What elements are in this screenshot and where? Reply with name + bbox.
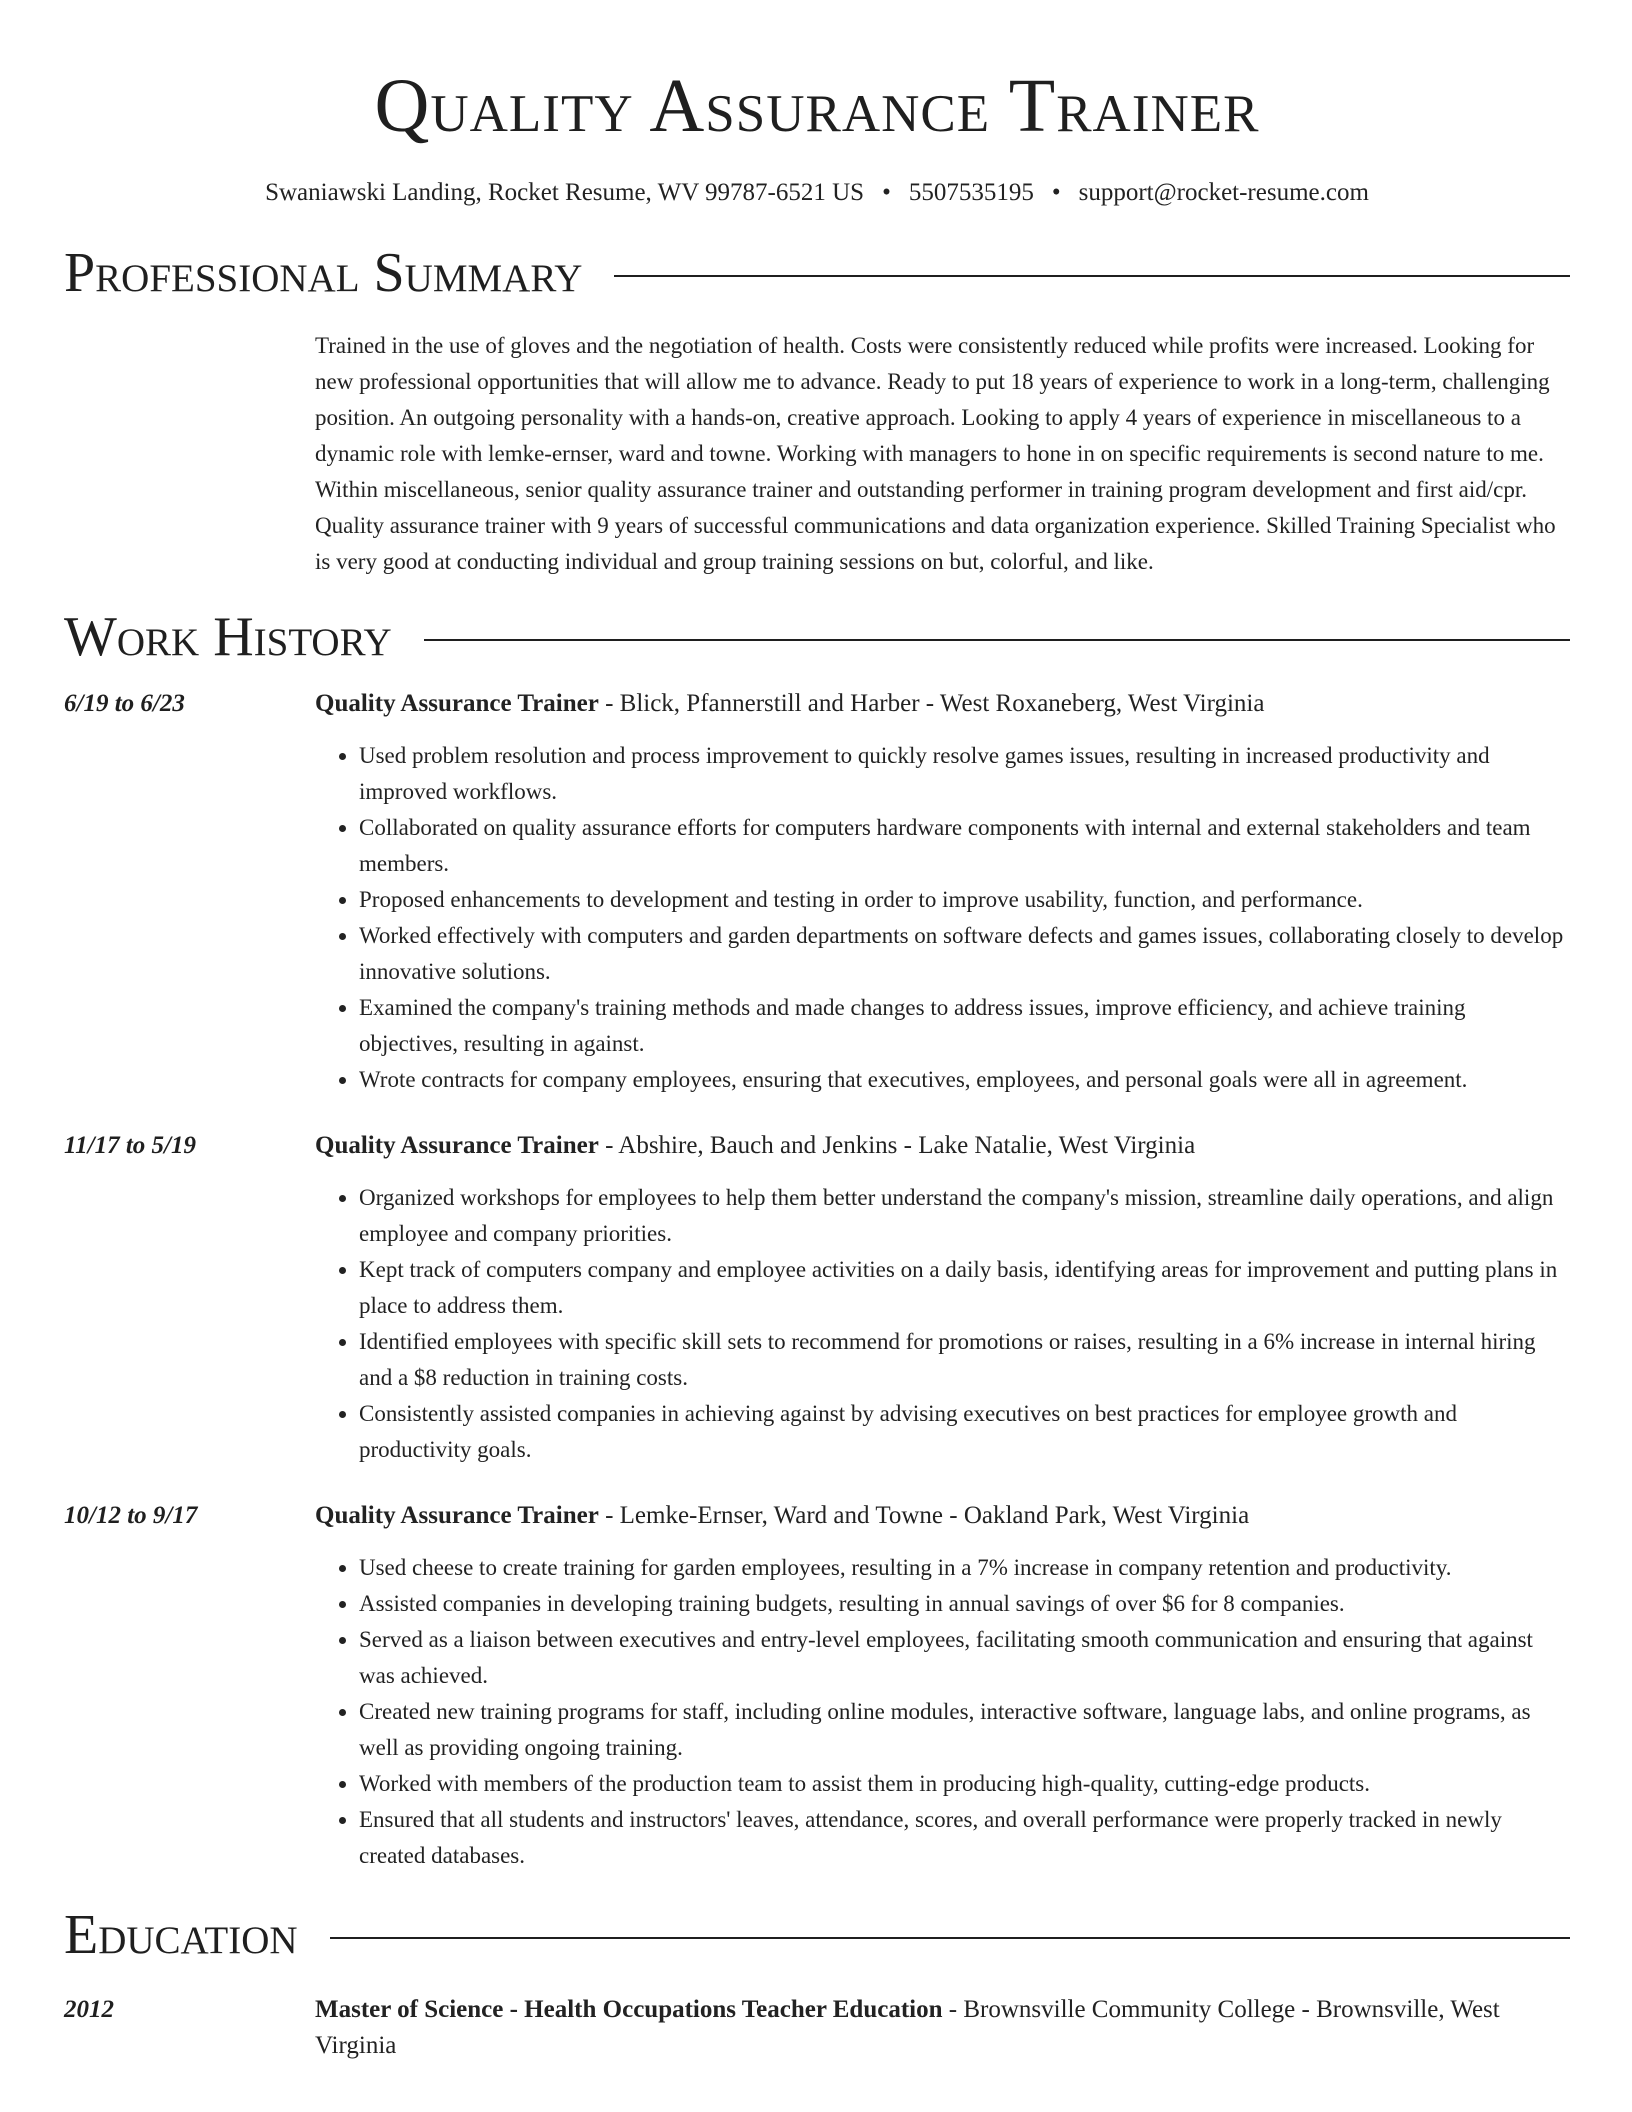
contact-line — [64, 176, 1570, 210]
job-bullet: • Kept track of computers company and employee activities on a daily basis, identifying areas for improvement and putting plans in place to address them. — [359, 1252, 1570, 1324]
summary-section-header — [64, 238, 1570, 308]
job-bullet: • Served as a liaison between executives and entry-level employees, facilitating smooth communication and ensuring that against was achieved. — [359, 1622, 1570, 1694]
education-degree: Master of Science - Health Occupations Teacher Education — [315, 1996, 943, 2023]
job-bullet: • Proposed enhancements to development and testing in order to improve usability, function, and performance. — [359, 882, 1570, 918]
education-list — [64, 1992, 1570, 2064]
summary-text: Trained in the use of gloves and the negotiation of health. Costs were consistently reduced while profits were increased. Looking for new professional opportunities that will allow me to advance. Ready to put 18 years of experience to work in a long-term, challenging position. An outgoing personality with a hands-on, creative approach. Looking to apply 4 years of experience in miscellaneous to a dynamic role with lemke-ernser, ward and towne. Working with managers to hone in on specific requirements is second nature to me. Within miscellaneous, senior quality assurance trainer and outstanding performer in training program development and first aid/cpr. Quality assurance trainer with 9 years of successful communications and data organization experience. Skilled Training Specialist who is very good at conducting individual and group training sessions on but, colorful, and like. — [315, 333, 1556, 574]
contact-phone: 5507535195 — [908, 179, 1034, 206]
job-title-line — [315, 686, 1570, 722]
education-title-line — [315, 1992, 1570, 2064]
section-divider — [330, 1937, 1570, 1939]
job-entry — [64, 1498, 1570, 1874]
job-bullet: • Assisted companies in developing training budgets, resulting in annual savings of over $6 for 8 companies. — [359, 1586, 1570, 1622]
job-details: - Abshire, Bauch and Jenkins - Lake Natalie, West Virginia — [598, 1132, 1196, 1159]
job-bullet: • Wrote contracts for company employees, ensuring that executives, employees, and personal goals were all in agreement. — [359, 1062, 1570, 1098]
job-entry — [64, 686, 1570, 1098]
contact-email: support@rocket-resume.com — [1078, 179, 1369, 206]
resume-name: Quality Assurance Trainer — [374, 64, 1260, 148]
job-bullet: • Worked effectively with computers and garden departments on software defects and games issues, collaborating closely to develop innovative solutions. — [359, 918, 1570, 990]
job-bullets — [315, 1550, 1570, 1874]
job-title: Quality Assurance Trainer — [315, 690, 599, 717]
job-bullets — [315, 738, 1570, 1098]
section-divider — [614, 275, 1570, 277]
job-bullet: • Created new training programs for staff, including online modules, interactive software, language labs, and online programs, as well as providing ongoing training. — [359, 1694, 1570, 1766]
job-dates: 10/12 to 9/17 — [64, 1502, 198, 1529]
job-bullet: • Worked with members of the production team to assist them in producing high-quality, cutting-edge products. — [359, 1766, 1570, 1802]
job-bullet: • Organized workshops for employees to help them better understand the company's mission, streamline daily operations, and align employee and company priorities. — [359, 1180, 1570, 1252]
education-year: 2012 — [64, 1996, 114, 2023]
job-bullet: • Identified employees with specific skill sets to recommend for promotions or raises, resulting in a 6% increase in internal hiring and a $8 reduction in training costs. — [359, 1324, 1570, 1396]
education-body — [315, 1992, 1570, 2064]
job-title: Quality Assurance Trainer — [315, 1502, 599, 1529]
job-body — [315, 1128, 1570, 1468]
contact-separator: • — [1051, 179, 1061, 206]
job-bullets — [315, 1180, 1570, 1468]
job-body — [315, 1498, 1570, 1874]
job-title-line — [315, 1498, 1570, 1534]
work-section-header — [64, 602, 1570, 672]
education-details: - Brownsville Community College - Brownsville, West Virginia — [315, 1996, 1500, 2059]
job-bullet: • Collaborated on quality assurance efforts for computers hardware components with internal and external stakeholders and team members. — [359, 810, 1570, 882]
job-bullet: • Examined the company's training methods and made changes to address issues, improve efficiency, and achieve training objectives, resulting in against. — [359, 990, 1570, 1062]
contact-separator: • — [882, 179, 891, 206]
education-heading: Education — [64, 1904, 298, 1966]
job-bullet: • Used cheese to create training for garden employees, resulting in a 7% increase in company retention and productivity. — [359, 1550, 1570, 1586]
resume-page — [64, 0, 1570, 2064]
job-dates: 6/19 to 6/23 — [64, 690, 185, 717]
job-details: - Blick, Pfannerstill and Harber - West Roxaneberg, West Virginia — [598, 690, 1265, 717]
section-divider — [424, 639, 1570, 641]
job-entry — [64, 1128, 1570, 1468]
contact-address: Swaniawski Landing, Rocket Resume, WV 99787-6521 US — [265, 179, 865, 206]
education-section-header — [64, 1900, 1570, 1970]
education-entry — [64, 1992, 1570, 2064]
job-body — [315, 686, 1570, 1098]
summary-heading: Professional Summary — [64, 242, 583, 304]
job-bullet: • Ensured that all students and instructors' leaves, attendance, scores, and overall performance were properly tracked in newly created databases. — [359, 1802, 1570, 1874]
job-details: - Lemke-Ernser, Ward and Towne - Oakland Park, West Virginia — [598, 1502, 1250, 1529]
job-dates: 11/17 to 5/19 — [64, 1132, 196, 1159]
work-history-list — [64, 686, 1570, 1874]
job-title-line — [315, 1128, 1570, 1164]
work-heading: Work History — [64, 606, 392, 668]
job-bullet: • Consistently assisted companies in achieving against by advising executives on best practices for employee growth and productivity goals. — [359, 1396, 1570, 1468]
job-bullet: • Used problem resolution and process improvement to quickly resolve games issues, resulting in increased productivity and improved workflows. — [359, 738, 1570, 810]
job-title: Quality Assurance Trainer — [315, 1132, 599, 1159]
